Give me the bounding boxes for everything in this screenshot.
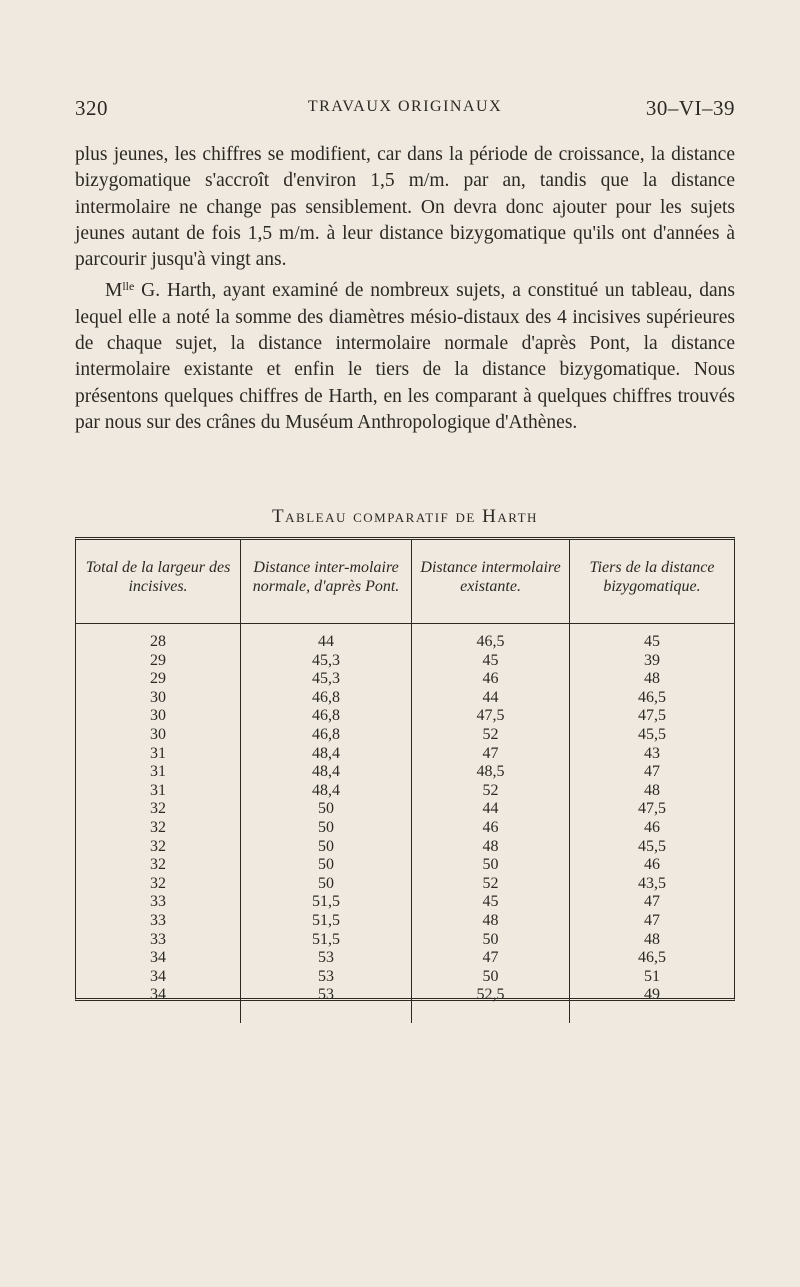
comparison-table: [76, 540, 734, 1023]
table-cell: 52: [412, 875, 570, 894]
table-cell: 48: [569, 931, 734, 950]
table-cell: 45,5: [569, 838, 734, 857]
comparison-table-frame: [75, 537, 735, 1004]
table-cell: 52,5: [412, 986, 570, 1005]
table-row: [76, 707, 734, 726]
table-cell: 53: [241, 968, 412, 987]
table-row: [76, 763, 734, 782]
table-cell: 46,5: [412, 624, 570, 652]
table-cell: 51: [569, 968, 734, 987]
table-row: [76, 912, 734, 931]
table-cell: 46,8: [241, 707, 412, 726]
body-text: [75, 142, 735, 436]
table-cell: 45: [412, 652, 570, 671]
table-cell: 53: [241, 949, 412, 968]
table-cell: 47,5: [569, 800, 734, 819]
table-cell: 44: [241, 624, 412, 652]
table-cell: 28: [150, 633, 166, 650]
table-cell: 47: [569, 893, 734, 912]
table-row: [76, 726, 734, 745]
paragraph-2-superscript: lle: [122, 279, 135, 294]
table-cell: 48,5: [412, 763, 570, 782]
table-row: [76, 968, 734, 987]
table-cell: 44: [412, 689, 570, 708]
table-cell: 48: [412, 838, 570, 857]
table-cell: 34: [150, 967, 166, 985]
table-cell: 45: [569, 624, 734, 652]
table-cell: 51,5: [241, 931, 412, 950]
table-cell: 46: [569, 819, 734, 838]
table-title: Tableau comparatif de Harth: [272, 506, 538, 527]
table-cell: 53: [241, 986, 412, 1005]
table-filler-row: [76, 1005, 734, 1023]
table-cell: 31: [150, 781, 166, 799]
table-cell: 50: [412, 968, 570, 987]
page-header: [75, 96, 735, 126]
column-header-incisives: Total de la largeur des incisives.: [76, 540, 241, 624]
table-cell: 29: [150, 651, 166, 669]
table-cell: 45,3: [241, 670, 412, 689]
table-cell: 30: [150, 707, 166, 725]
column-header-pont: Distance inter-molaire normale, d'après Pont.: [241, 540, 412, 624]
table-row: [76, 986, 734, 1005]
table-cell: 48,4: [241, 745, 412, 764]
table-cell: 30: [150, 688, 166, 706]
table-cell: 50: [241, 856, 412, 875]
paragraph-1: plus jeunes, les chiffres se modifient, car dans la période de croissance, la distance bizygomatique s'accroît d'environ 1,5 m/m. par an, tandis que la distance intermolaire ne change pas sensiblement. On devra donc ajouter pour les sujets jeunes autant de fois 1,5 m/m. à leur distance bizygomatique qu'ils ont d'années à parcourir jusqu'à vingt ans.: [75, 144, 735, 271]
table-cell: 43: [569, 745, 734, 764]
page-number: 320: [75, 96, 108, 120]
table-cell: 51,5: [241, 893, 412, 912]
table-cell: 47: [412, 949, 570, 968]
table-cell: 50: [412, 931, 570, 950]
table-cell: 33: [150, 930, 166, 948]
table-cell: 48,4: [241, 782, 412, 801]
table-cell: 52: [412, 726, 570, 745]
table-cell: 33: [150, 911, 166, 929]
table-filler-cell: [76, 1005, 241, 1023]
issue-date: 30–VI–39: [645, 96, 735, 120]
table-body: [76, 624, 734, 1023]
table-row: [76, 670, 734, 689]
paragraph-2: [75, 273, 735, 436]
table-cell: 34: [150, 986, 166, 1004]
table-row: [76, 782, 734, 801]
table-cell: 48: [569, 782, 734, 801]
table-cell: 45,3: [241, 652, 412, 671]
table-cell: 47: [569, 912, 734, 931]
column-header-bizygomatique: Tiers de la distance bizygomatique.: [569, 540, 734, 624]
table-filler-cell: [412, 1005, 570, 1023]
table-cell: 46: [412, 819, 570, 838]
table-cell: 32: [150, 837, 166, 855]
paragraph-2-prefix: M: [105, 280, 123, 302]
table-cell: 49: [569, 986, 734, 1005]
table-cell: 48: [569, 670, 734, 689]
table-cell: 39: [569, 652, 734, 671]
table-row: [76, 689, 734, 708]
table-cell: 45,5: [569, 726, 734, 745]
table-cell: 51,5: [241, 912, 412, 931]
table-cell: 48,4: [241, 763, 412, 782]
table-cell: 46: [569, 856, 734, 875]
table-cell: 47: [569, 763, 734, 782]
table-cell: 47: [412, 745, 570, 764]
table-header-row: [76, 540, 734, 624]
table-cell: 48: [412, 912, 570, 931]
table-cell: 46,8: [241, 726, 412, 745]
table-cell: 50: [241, 800, 412, 819]
table-filler-cell: [241, 1005, 412, 1023]
table-cell: 46,5: [569, 949, 734, 968]
table-cell: 30: [150, 725, 166, 743]
running-title: TRAVAUX ORIGINAUX: [307, 98, 503, 115]
table-row: [76, 800, 734, 819]
table-cell: 52: [412, 782, 570, 801]
column-header-existante: Distance intermolaire existante.: [412, 540, 570, 624]
table-cell: 31: [150, 763, 166, 781]
table-row: [76, 949, 734, 968]
table-cell: 47,5: [569, 707, 734, 726]
table-cell: 47,5: [412, 707, 570, 726]
table-row: [76, 652, 734, 671]
table-row: [76, 875, 734, 894]
table-cell: 50: [241, 819, 412, 838]
paragraph-2-rest: G. Harth, ayant examiné de nombreux sujets, a constitué un tableau, dans lequel elle a noté la somme des diamètres mésio-distaux des 4 incisives supérieures de chaque sujet, la distance intermolaire normale d'après Pont, la distance intermolaire existante et enfin le tiers de la distance bizygomatique. Nous présentons quelques chiffres de Harth, en les comparant à quelques chiffres trouvés par nous sur des crânes du Muséum Anthropologique d'Athènes.: [75, 280, 735, 433]
table-row: [76, 624, 734, 652]
table-row: [76, 856, 734, 875]
table-cell: 32: [150, 800, 166, 818]
table-cell: 33: [150, 893, 166, 911]
table-cell: 29: [150, 670, 166, 688]
table-cell: 43,5: [569, 875, 734, 894]
table-cell: 32: [150, 856, 166, 874]
table-cell: 46: [412, 670, 570, 689]
table-cell: 32: [150, 818, 166, 836]
table-cell: 34: [150, 949, 166, 967]
table-filler-cell: [569, 1005, 734, 1023]
table-row: [76, 838, 734, 857]
table-cell: 46,8: [241, 689, 412, 708]
table-cell: 50: [241, 875, 412, 894]
table-row: [76, 819, 734, 838]
table-row: [76, 745, 734, 764]
table-cell: 44: [412, 800, 570, 819]
table-cell: 32: [150, 874, 166, 892]
table-cell: 45: [412, 893, 570, 912]
table-cell: 31: [150, 744, 166, 762]
table-row: [76, 931, 734, 950]
table-cell: 46,5: [569, 689, 734, 708]
table-row: [76, 893, 734, 912]
table-cell: 50: [241, 838, 412, 857]
table-cell: 50: [412, 856, 570, 875]
